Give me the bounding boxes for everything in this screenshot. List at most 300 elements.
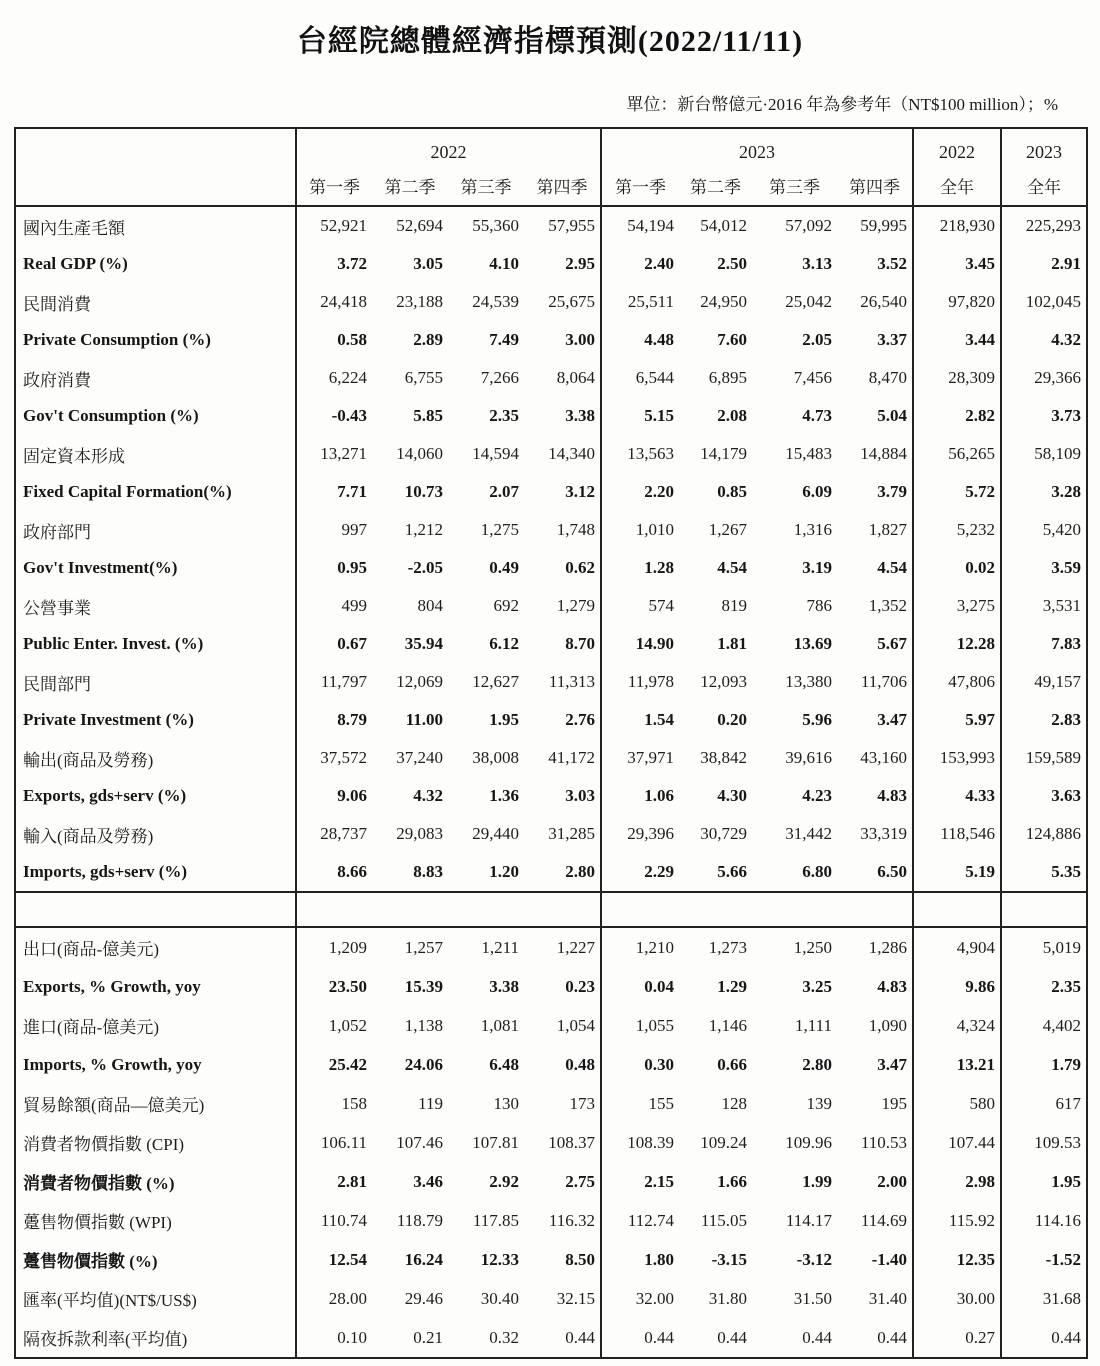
value-cell: 2.75 <box>565 1171 595 1191</box>
value-cell: 1.54 <box>601 701 679 739</box>
value-cell: 29,366 <box>1001 359 1087 397</box>
value-cell: 6.50 <box>877 862 907 881</box>
table-row <box>15 1162 1087 1201</box>
value-cell: 6.80 <box>802 862 832 881</box>
section-separator-row <box>15 892 1087 927</box>
value-cell: 2.91 <box>1001 245 1087 283</box>
table-row <box>15 1045 1087 1084</box>
value-cell: 5.85 <box>413 406 443 425</box>
value-cell: 2.83 <box>1001 701 1087 739</box>
value-cell: 26,540 <box>860 292 907 311</box>
table-row <box>15 321 1087 359</box>
value-cell: 1,227 <box>556 937 595 957</box>
value-cell: 37,572 <box>296 739 372 777</box>
value-cell: 114.17 <box>785 1210 832 1230</box>
value-cell: 1.06 <box>601 777 679 815</box>
value-cell: 43,160 <box>860 748 907 767</box>
value-cell: 1,275 <box>480 520 519 539</box>
value-cell: 3.38 <box>565 406 595 425</box>
value-cell: 1,273 <box>708 937 747 957</box>
value-cell: 4,324 <box>913 1006 1001 1045</box>
table-row <box>15 777 1087 815</box>
table-header <box>15 128 1087 206</box>
value-cell: 158 <box>296 1084 372 1123</box>
value-cell: 107.81 <box>472 1132 519 1152</box>
value-cell: 7.60 <box>717 330 747 349</box>
value-cell: 35.94 <box>404 634 443 653</box>
value-cell: 6,544 <box>601 359 679 397</box>
value-cell: 12.33 <box>480 1249 519 1269</box>
row-label: 躉售物價指數 (%) <box>23 1252 158 1271</box>
value-cell: 0.27 <box>913 1318 1001 1358</box>
value-cell: 23,188 <box>396 292 443 311</box>
table-row <box>15 815 1087 853</box>
value-cell: 13.21 <box>913 1045 1001 1084</box>
annual-2022-label-header: 全年 <box>913 165 1001 206</box>
row-label: Exports, gds+serv (%) <box>23 786 187 805</box>
value-cell: 4,904 <box>913 927 1001 967</box>
table-row <box>15 625 1087 663</box>
value-cell: 28.00 <box>296 1279 372 1318</box>
value-cell: 2.98 <box>913 1162 1001 1201</box>
value-cell: 41,172 <box>548 748 595 767</box>
value-cell: 13,380 <box>785 672 832 691</box>
value-cell: 0.44 <box>802 1327 832 1347</box>
value-cell: 4.73 <box>802 406 832 425</box>
value-cell: 3.47 <box>877 710 907 729</box>
row-label: 國內生產毛額 <box>15 206 296 245</box>
value-cell: 2.08 <box>717 406 747 425</box>
value-cell: 56,265 <box>913 435 1001 473</box>
value-cell: 580 <box>913 1084 1001 1123</box>
value-cell: 107.46 <box>396 1132 443 1152</box>
value-cell: 3.59 <box>1001 549 1087 587</box>
value-cell: 30,729 <box>700 824 747 843</box>
row-label: 固定資本形成 <box>23 446 125 466</box>
value-cell: 1.95 <box>489 710 519 729</box>
value-cell: 130 <box>493 1093 519 1113</box>
value-cell: 4.32 <box>413 786 443 805</box>
separator-cell <box>448 892 524 927</box>
value-cell: 24,418 <box>296 283 372 321</box>
value-cell: 3.79 <box>877 482 907 501</box>
value-cell: 159,589 <box>1001 739 1087 777</box>
year-2023-header: 2023 <box>601 128 913 165</box>
value-cell: 1,827 <box>868 520 907 539</box>
value-cell: 110.74 <box>296 1201 372 1240</box>
value-cell: 1,111 <box>795 1015 832 1035</box>
value-cell: 58,109 <box>1001 435 1087 473</box>
year-2022-header: 2022 <box>296 128 601 165</box>
value-cell: 4.33 <box>913 777 1001 815</box>
value-cell: 109.53 <box>1001 1123 1087 1162</box>
value-cell: 32.15 <box>556 1288 595 1308</box>
separator-cell <box>372 892 448 927</box>
value-cell: 1.29 <box>717 976 747 996</box>
value-cell: 117.85 <box>472 1210 519 1230</box>
value-cell: -3.15 <box>711 1249 747 1269</box>
value-cell: 3.12 <box>565 482 595 501</box>
value-cell: 57,955 <box>524 206 601 245</box>
value-cell: 997 <box>296 511 372 549</box>
value-cell: 115.05 <box>700 1210 747 1230</box>
row-label: Imports, % Growth, yoy <box>23 1054 202 1074</box>
value-cell: 118,546 <box>913 815 1001 853</box>
value-cell: 1,010 <box>601 511 679 549</box>
value-cell: 2.29 <box>601 853 679 892</box>
value-cell: 14.90 <box>601 625 679 663</box>
value-cell: 1,748 <box>556 520 595 539</box>
value-cell: 4.83 <box>877 786 907 805</box>
table-row <box>15 587 1087 625</box>
separator-cell <box>837 892 913 927</box>
value-cell: 7.49 <box>489 330 519 349</box>
value-cell: 102,045 <box>1001 283 1087 321</box>
q4-2022-header: 第四季 <box>536 177 588 197</box>
value-cell: 11,313 <box>548 672 595 691</box>
value-cell: 5.19 <box>913 853 1001 892</box>
q2-2023-header: 第二季 <box>690 177 741 197</box>
row-label: Fixed Capital Formation(%) <box>23 482 232 501</box>
value-cell: 6,895 <box>708 368 747 387</box>
value-cell: 2.35 <box>1001 967 1087 1006</box>
q1-2023-header: 第一季 <box>601 165 679 206</box>
value-cell: 31.80 <box>708 1288 747 1308</box>
value-cell: 2.95 <box>565 254 595 273</box>
value-cell: 1,055 <box>601 1006 679 1045</box>
value-cell: 5,019 <box>1001 927 1087 967</box>
value-cell: 6.09 <box>802 482 832 501</box>
value-cell: 3.03 <box>565 786 595 805</box>
value-cell: 16.24 <box>404 1249 443 1269</box>
value-cell: 39,616 <box>785 748 832 767</box>
table-row <box>15 1201 1087 1240</box>
q3-2023-header: 第三季 <box>769 177 820 197</box>
value-cell: 25,511 <box>601 283 679 321</box>
value-cell: 3.00 <box>565 330 595 349</box>
row-label: 躉售物價指數 (WPI) <box>23 1213 172 1232</box>
value-cell: 54,194 <box>601 206 679 245</box>
row-label: 民間消費 <box>23 294 91 314</box>
q1-2022-header: 第一季 <box>296 165 372 206</box>
value-cell: 0.95 <box>296 549 372 587</box>
value-cell: 155 <box>601 1084 679 1123</box>
value-cell: 4.48 <box>601 321 679 359</box>
value-cell: 3.72 <box>296 245 372 283</box>
value-cell: 29,396 <box>601 815 679 853</box>
table-row <box>15 1279 1087 1318</box>
value-cell: 5.67 <box>877 634 907 653</box>
value-cell: 0.44 <box>877 1327 907 1347</box>
value-cell: 1,146 <box>708 1015 747 1035</box>
value-cell: 8,064 <box>556 368 595 387</box>
value-cell: 4.10 <box>489 254 519 273</box>
separator-cell <box>1001 892 1087 927</box>
value-cell: 11,706 <box>860 672 907 691</box>
table-row <box>15 397 1087 435</box>
value-cell: 1,211 <box>481 937 519 957</box>
value-cell: 3.73 <box>1001 397 1087 435</box>
value-cell: 2.05 <box>802 330 832 349</box>
value-cell: 29,440 <box>472 824 519 843</box>
value-cell: 29.46 <box>404 1288 443 1308</box>
table-row <box>15 701 1087 739</box>
value-cell: 9.06 <box>296 777 372 815</box>
separator-cell <box>15 892 296 927</box>
value-cell: 4.54 <box>717 558 747 577</box>
value-cell: 218,930 <box>913 206 1001 245</box>
value-cell: 1,081 <box>480 1015 519 1035</box>
table-row <box>15 206 1087 245</box>
value-cell: 4.32 <box>1001 321 1087 359</box>
value-cell: 12.35 <box>913 1240 1001 1279</box>
value-cell: 24.06 <box>404 1054 443 1074</box>
value-cell: 0.44 <box>717 1327 747 1347</box>
value-cell: 617 <box>1001 1084 1087 1123</box>
value-cell: 499 <box>296 587 372 625</box>
row-label: Exports, % Growth, yoy <box>23 976 201 996</box>
value-cell: 49,157 <box>1001 663 1087 701</box>
table-row <box>15 435 1087 473</box>
value-cell: 12.54 <box>296 1240 372 1279</box>
row-label: 政府消費 <box>23 370 91 390</box>
value-cell: 5.04 <box>877 406 907 425</box>
value-cell: 3.44 <box>913 321 1001 359</box>
value-cell: 8.70 <box>565 634 595 653</box>
value-cell: -1.40 <box>871 1249 907 1269</box>
value-cell: 25,675 <box>548 292 595 311</box>
value-cell: 3.46 <box>413 1171 443 1191</box>
value-cell: 12,627 <box>472 672 519 691</box>
page-title: 台經院總體經濟指標預測(2022/11/11) <box>296 25 804 58</box>
q2-2022-header: 第二季 <box>384 177 436 197</box>
value-cell: 14,884 <box>860 444 907 463</box>
value-cell: 114.69 <box>860 1210 907 1230</box>
table-row <box>15 283 1087 321</box>
value-cell: 5.66 <box>717 862 747 881</box>
value-cell: 8,470 <box>868 368 907 387</box>
value-cell: 31,442 <box>785 824 832 843</box>
value-cell: 1.36 <box>489 786 519 805</box>
value-cell: 31,285 <box>548 824 595 843</box>
value-cell: 692 <box>493 596 519 615</box>
table-row <box>15 739 1087 777</box>
value-cell: 3.45 <box>913 245 1001 283</box>
value-cell: 118.79 <box>396 1210 443 1230</box>
value-cell: 37,971 <box>601 739 679 777</box>
value-cell: 9.86 <box>913 967 1001 1006</box>
row-label: 隔夜拆款利率(平均值) <box>23 1330 188 1349</box>
value-cell: 2.89 <box>413 330 443 349</box>
value-cell: 7,456 <box>793 368 832 387</box>
value-cell: 11,797 <box>296 663 372 701</box>
separator-cell <box>524 892 601 927</box>
value-cell: 6.48 <box>489 1054 519 1074</box>
value-cell: 12,093 <box>700 672 747 691</box>
value-cell: 30.00 <box>913 1279 1001 1318</box>
value-cell: 52,921 <box>296 206 372 245</box>
value-cell: 1,054 <box>556 1015 595 1035</box>
separator-cell <box>913 892 1001 927</box>
value-cell: 38,008 <box>472 748 519 767</box>
value-cell: 28,737 <box>296 815 372 853</box>
value-cell: 153,993 <box>913 739 1001 777</box>
value-cell: 786 <box>806 596 832 615</box>
table-row <box>15 1084 1087 1123</box>
value-cell: 0.48 <box>565 1054 595 1074</box>
annual-2023-label-header: 全年 <box>1001 165 1087 206</box>
table-body <box>15 206 1087 1358</box>
value-cell: 109.96 <box>785 1132 832 1152</box>
value-cell: 1.66 <box>717 1171 747 1191</box>
forecast-table <box>14 127 1088 1359</box>
value-cell: 2.35 <box>489 406 519 425</box>
row-label: 消費者物價指數 (CPI) <box>23 1135 185 1154</box>
value-cell: 3.38 <box>489 976 519 996</box>
value-cell: 0.49 <box>489 558 519 577</box>
value-cell: 1.99 <box>802 1171 832 1191</box>
value-cell: 1,267 <box>708 520 747 539</box>
row-label: Private Consumption (%) <box>23 330 211 349</box>
value-cell: 225,293 <box>1001 206 1087 245</box>
table-row <box>15 663 1087 701</box>
value-cell: 14,179 <box>700 444 747 463</box>
value-cell: 0.44 <box>565 1327 595 1347</box>
row-label: 公營事業 <box>23 598 91 618</box>
value-cell: 31.40 <box>868 1288 907 1308</box>
row-label: 消費者物價指數 (%) <box>23 1174 175 1193</box>
value-cell: 2.82 <box>913 397 1001 435</box>
value-cell: 24,950 <box>700 292 747 311</box>
value-cell: 1,279 <box>556 596 595 615</box>
separator-cell <box>601 892 679 927</box>
value-cell: 13.69 <box>793 634 832 653</box>
value-cell: 1,286 <box>868 937 907 957</box>
value-cell: 124,886 <box>1001 815 1087 853</box>
value-cell: 52,694 <box>372 206 448 245</box>
value-cell: 4.23 <box>802 786 832 805</box>
value-cell: 8.50 <box>565 1249 595 1269</box>
value-cell: 5.35 <box>1001 853 1087 892</box>
value-cell: 31.68 <box>1001 1279 1087 1318</box>
value-cell: 195 <box>881 1093 907 1113</box>
value-cell: 0.02 <box>913 549 1001 587</box>
value-cell: 2.40 <box>601 245 679 283</box>
value-cell: 2.50 <box>717 254 747 273</box>
value-cell: 116.32 <box>548 1210 595 1230</box>
value-cell: 1,316 <box>793 520 832 539</box>
value-cell: -0.43 <box>296 397 372 435</box>
value-cell: 23.50 <box>296 967 372 1006</box>
value-cell: 4.30 <box>717 786 747 805</box>
value-cell: 1.80 <box>601 1240 679 1279</box>
value-cell: 12,069 <box>396 672 443 691</box>
value-cell: 4.54 <box>877 558 907 577</box>
value-cell: 0.23 <box>565 976 595 996</box>
value-cell: 107.44 <box>913 1123 1001 1162</box>
value-cell: 0.30 <box>601 1045 679 1084</box>
value-cell: 97,820 <box>913 283 1001 321</box>
value-cell: 14,060 <box>396 444 443 463</box>
value-cell: 173 <box>569 1093 595 1113</box>
value-cell: 0.04 <box>601 967 679 1006</box>
value-cell: 5.72 <box>913 473 1001 511</box>
value-cell: 0.20 <box>717 710 747 729</box>
value-cell: 13,563 <box>601 435 679 473</box>
value-cell: 3,531 <box>1001 587 1087 625</box>
value-cell: 30.40 <box>480 1288 519 1308</box>
value-cell: 29,083 <box>396 824 443 843</box>
value-cell: 5,420 <box>1001 511 1087 549</box>
value-cell: 2.81 <box>296 1162 372 1201</box>
row-label: 出口(商品-億美元) <box>23 940 159 959</box>
row-label: Real GDP (%) <box>23 254 128 273</box>
value-cell: 0.10 <box>296 1318 372 1358</box>
value-cell: 3.13 <box>802 254 832 273</box>
value-cell: 8.83 <box>413 862 443 881</box>
q4-2023-header: 第四季 <box>849 177 900 197</box>
value-cell: 6,755 <box>404 368 443 387</box>
value-cell: 108.39 <box>601 1123 679 1162</box>
value-cell: 13,271 <box>296 435 372 473</box>
value-cell: 3.25 <box>802 976 832 996</box>
table-row <box>15 967 1087 1006</box>
value-cell: 1,212 <box>404 520 443 539</box>
value-cell: 3.05 <box>413 254 443 273</box>
value-cell: 119 <box>418 1093 443 1113</box>
value-cell: 0.58 <box>296 321 372 359</box>
value-cell: 2.92 <box>489 1171 519 1191</box>
value-cell: 3.52 <box>877 254 907 273</box>
value-cell: 0.66 <box>717 1054 747 1074</box>
value-cell: 2.00 <box>877 1171 907 1191</box>
unit-note: 單位：新台幣億元·2016 年為參考年（NT$100 million）；% <box>626 95 1058 114</box>
value-cell: 115.92 <box>913 1201 1001 1240</box>
table-row <box>15 549 1087 587</box>
value-cell: 1.81 <box>717 634 747 653</box>
value-cell: 1,090 <box>868 1015 907 1035</box>
separator-cell <box>752 892 837 927</box>
table-row <box>15 1240 1087 1279</box>
value-cell: 10.73 <box>404 482 443 501</box>
table-row <box>15 853 1087 892</box>
row-label: 貿易餘額(商品—億美元) <box>23 1096 205 1115</box>
value-cell: 3.47 <box>877 1054 907 1074</box>
row-label: Public Enter. Invest. (%) <box>23 634 204 653</box>
row-label: Gov't Investment(%) <box>23 558 178 577</box>
value-cell: 139 <box>806 1093 832 1113</box>
value-cell: 6.12 <box>489 634 519 653</box>
value-cell: 59,995 <box>837 206 913 245</box>
row-label: Gov't Consumption (%) <box>23 406 199 425</box>
value-cell: 0.44 <box>601 1318 679 1358</box>
value-cell: 1.79 <box>1001 1045 1087 1084</box>
table-row <box>15 359 1087 397</box>
value-cell: 106.11 <box>296 1123 372 1162</box>
value-cell: 1,257 <box>404 937 443 957</box>
value-cell: 0.21 <box>413 1327 443 1347</box>
value-cell: 1,352 <box>868 596 907 615</box>
value-cell: 3,275 <box>913 587 1001 625</box>
value-cell: 28,309 <box>913 359 1001 397</box>
table-row <box>15 927 1087 967</box>
value-cell: 0.44 <box>1001 1318 1087 1358</box>
value-cell: 55,360 <box>448 206 524 245</box>
table-row <box>15 511 1087 549</box>
value-cell: 0.67 <box>296 625 372 663</box>
value-cell: 3.63 <box>1001 777 1087 815</box>
value-cell: 47,806 <box>913 663 1001 701</box>
